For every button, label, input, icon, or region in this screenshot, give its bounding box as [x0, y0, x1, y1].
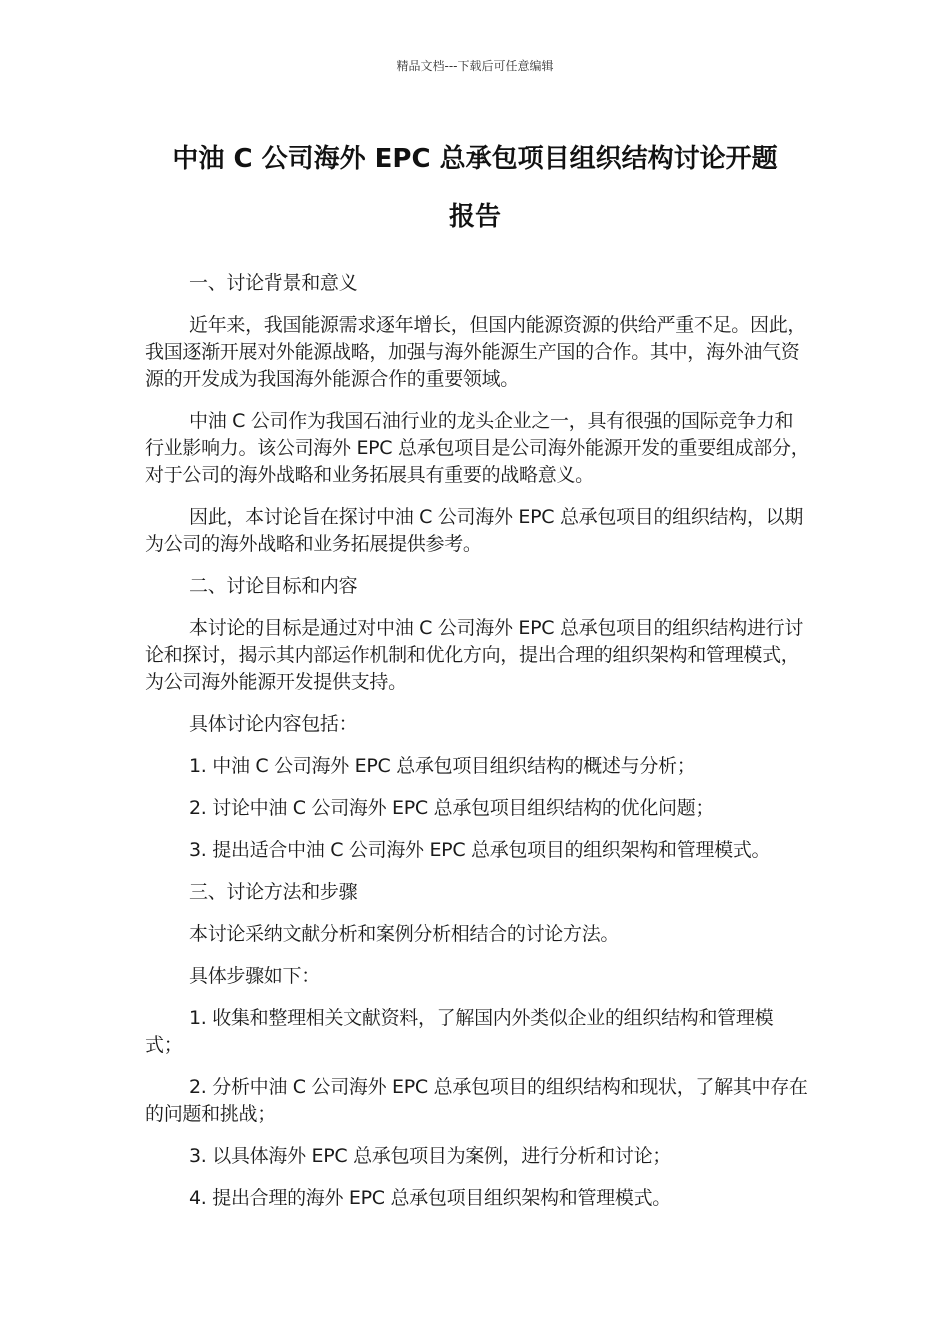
paragraph-methods: 本讨论采纳文献分析和案例分析相结合的讨论方法。: [189, 923, 620, 945]
list-item-content-2: 2. 讨论中油 C 公司海外 EPC 总承包项目组织结构的优化问题；: [189, 797, 715, 819]
paragraph-background-1: 近年来，我国能源需求逐年增长，但国内能源资源的供给严重不足。因此，我国逐渐开展对外能源战略，加强与海外能源生产国的合作。其中，海外油气资源的开发成为我国海外能源合作的重要领域。: [145, 314, 807, 390]
list-item-content-3: 3. 提出适合中油 C 公司海外 EPC 总承包项目的组织架构和管理模式。: [189, 839, 771, 861]
section-heading-goals: 二、讨论目标和内容: [189, 575, 358, 597]
list-item-step-1: 1. 收集和整理相关文献资料，了解国内外类似企业的组织结构和管理模式；: [145, 1007, 774, 1056]
document-body: [145, 270, 810, 1227]
list-item-step-2: 2. 分析中油 C 公司海外 EPC 总承包项目的组织结构和现状，了解其中存在的问题和挑战；: [145, 1076, 808, 1125]
list-item-step-4: 4. 提出合理的海外 EPC 总承包项目组织架构和管理模式。: [189, 1187, 671, 1209]
paragraph-background-2: 中油 C 公司作为我国石油行业的龙头企业之一，具有很强的国际竞争力和行业影响力。该公司海外 EPC 总承包项目是公司海外能源开发的重要组成部分，对于公司的海外战略和业务拓展具有重要的战略意义。: [145, 410, 810, 486]
document-title-line-2: 报告: [448, 202, 501, 232]
paragraph-content-intro: 具体讨论内容包括：: [189, 713, 358, 735]
paragraph-steps-intro: 具体步骤如下：: [189, 965, 320, 987]
section-heading-methods: 三、讨论方法和步骤: [189, 881, 358, 903]
list-item-step-3: 3. 以具体海外 EPC 总承包项目为案例，进行分析和讨论；: [189, 1145, 671, 1167]
paragraph-goals: 本讨论的目标是通过对中油 C 公司海外 EPC 总承包项目的组织结构进行讨论和探讨，揭示其内部运作机制和优化方向，提出合理的组织架构和管理模式，为公司海外能源开发提供支持。: [145, 617, 804, 693]
header-note: 精品文档---下载后可任意编辑: [396, 59, 554, 73]
list-item-content-1: 1. 中油 C 公司海外 EPC 总承包项目组织结构的概述与分析；: [189, 755, 696, 777]
section-heading-background: 一、讨论背景和意义: [189, 272, 358, 294]
paragraph-background-3: 因此，本讨论旨在探讨中油 C 公司海外 EPC 总承包项目的组织结构，以期为公司的海外战略和业务拓展提供参考。: [145, 506, 804, 555]
document-title-line-1: 中油 C 公司海外 EPC 总承包项目组织结构讨论开题: [172, 144, 778, 174]
